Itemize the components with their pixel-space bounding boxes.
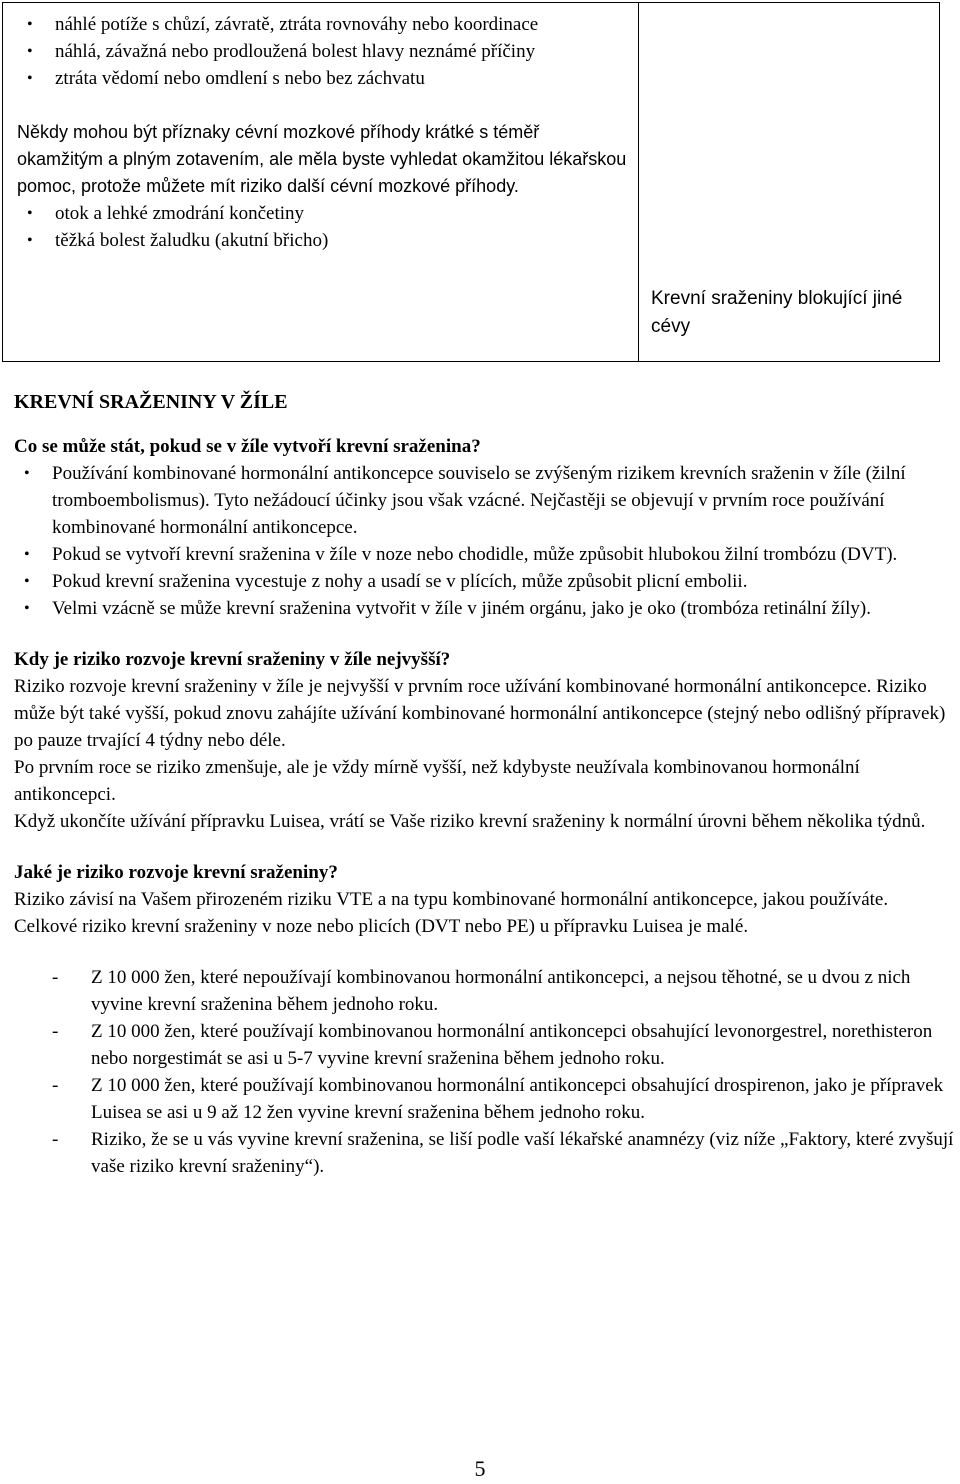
list-item [17, 11, 627, 38]
list-item [14, 1018, 954, 1072]
list-item [17, 227, 627, 254]
table-cell-symptoms [17, 11, 627, 254]
list-item [14, 595, 954, 622]
list-item-text: Riziko, že se u vás vyvine krevní sraženina, se liší podle vaší lékařské anamnézy (viz níže „Faktory, které zvyšují vaše riziko krevní sraženiny“). [91, 1129, 954, 1177]
main-content [14, 388, 954, 1180]
paragraph: Když ukončíte užívání přípravku Luisea, vrátí se Vaše riziko krevní sraženiny k normální úrovni během několika týdnů. [14, 811, 926, 832]
list-item [14, 1072, 954, 1126]
symptom-list-top [17, 11, 627, 92]
symptom-text: těžká bolest žaludku (akutní břicho) [55, 230, 329, 251]
list-item-text: Pokud krevní sraženina vycestuje z nohy a usadí se v plících, může způsobit plicní embolii. [52, 571, 748, 592]
paragraph: Riziko závisí na Vašem přirozeném riziku VTE a na typu kombinované hormonální antikoncepce, jakou používáte. [14, 889, 889, 910]
symptom-list-bottom [17, 200, 627, 254]
list-item [17, 200, 627, 227]
section-title: KREVNÍ SRAŽENINY V ŽÍLE [14, 391, 288, 413]
symptom-text: otok a lehké zmodrání končetiny [55, 203, 305, 224]
symptom-table [2, 2, 940, 362]
risk-list [14, 964, 954, 1180]
page-number: 5 [474, 1456, 486, 1481]
list-item-text: Pokud se vytvoří krevní sraženina v žíle v noze nebo chodidle, může způsobit hlubokou žilní trombózu (DVT). [52, 544, 898, 565]
table-cell-condition: Krevní sraženiny blokující jiné cévy [651, 288, 903, 337]
list-item [17, 65, 627, 92]
paragraph: Po prvním roce se riziko zmenšuje, ale je vždy mírně vyšší, než kdybyste neužívala kombinovanou hormonální antikoncepci. [14, 757, 860, 805]
list-item [14, 541, 954, 568]
stroke-note: Někdy mohou být příznaky cévní mozkové příhody krátké s téměř okamžitým a plným zotavením, ale měla byste vyhledat okamžitou lékařskou pomoc, protože můžete mít riziko další cévní mozkové příhody. [17, 122, 627, 196]
list-item [14, 964, 954, 1018]
table-column-divider [638, 3, 639, 361]
list-item [14, 460, 954, 541]
symptom-text: náhlé potíže s chůzí, závratě, ztráta rovnováhy nebo koordinace [55, 14, 539, 35]
list-item [14, 568, 954, 595]
question-heading: Co se může stát, pokud se v žíle vytvoří krevní sraženina? [14, 436, 481, 457]
list-item-text: Velmi vzácně se může krevní sraženina vytvořit v žíle v jiném orgánu, jako je oko (trombóza retinální žíly). [52, 598, 872, 619]
list-item [14, 1126, 954, 1180]
paragraph: Riziko rozvoje krevní sraženiny v žíle je nejvyšší v prvním roce užívání kombinované hormonální antikoncepce. Riziko může být také vyšší, pokud znovu zahájíte užívání kombinované hormonální antikoncepce (stejný nebo odlišný přípravek) po pauze trvající 4 týdny nebo déle. [14, 676, 946, 751]
list-item-text: Z 10 000 žen, které používají kombinovanou hormonální antikoncepci obsahující drospirenon, jako je přípravek Luisea se asi u 9 až 12 žen vyvine krevní sraženina během jednoho roku. [91, 1075, 944, 1123]
question-heading: Kdy je riziko rozvoje krevní sraženiny v žíle nejvyšší? [14, 649, 451, 670]
paragraph: Celkové riziko krevní sraženiny v noze nebo plicích (DVT nebo PE) u přípravku Luisea je malé. [14, 916, 749, 937]
list-item-text: Z 10 000 žen, které nepoužívají kombinovanou hormonální antikoncepci, a nejsou těhotné, se u dvou z nich vyvine krevní sraženina během jednoho roku. [91, 967, 911, 1015]
symptom-text: náhlá, závažná nebo prodloužená bolest hlavy neznámé příčiny [55, 41, 536, 62]
clot-facts-list [14, 460, 954, 622]
list-item [17, 38, 627, 65]
symptom-text: ztráta vědomí nebo omdlení s nebo bez záchvatu [55, 68, 425, 89]
list-item-text: Používání kombinované hormonální antikoncepce souviselo se zvýšeným rizikem krevních sraženin v žíle (žilní tromboembolismus). Tyto nežádoucí účinky jsou však vzácné. Nejčastěji se objevují v prvním roce používání kombinované hormonální antikoncepce. [52, 463, 906, 538]
list-item-text: Z 10 000 žen, které používají kombinovanou hormonální antikoncepci obsahující levonorgestrel, norethisteron nebo norgestimát se asi u 5-7 vyvine krevní sraženina během jednoho roku. [91, 1021, 933, 1069]
question-heading: Jaké je riziko rozvoje krevní sraženiny? [14, 862, 338, 883]
